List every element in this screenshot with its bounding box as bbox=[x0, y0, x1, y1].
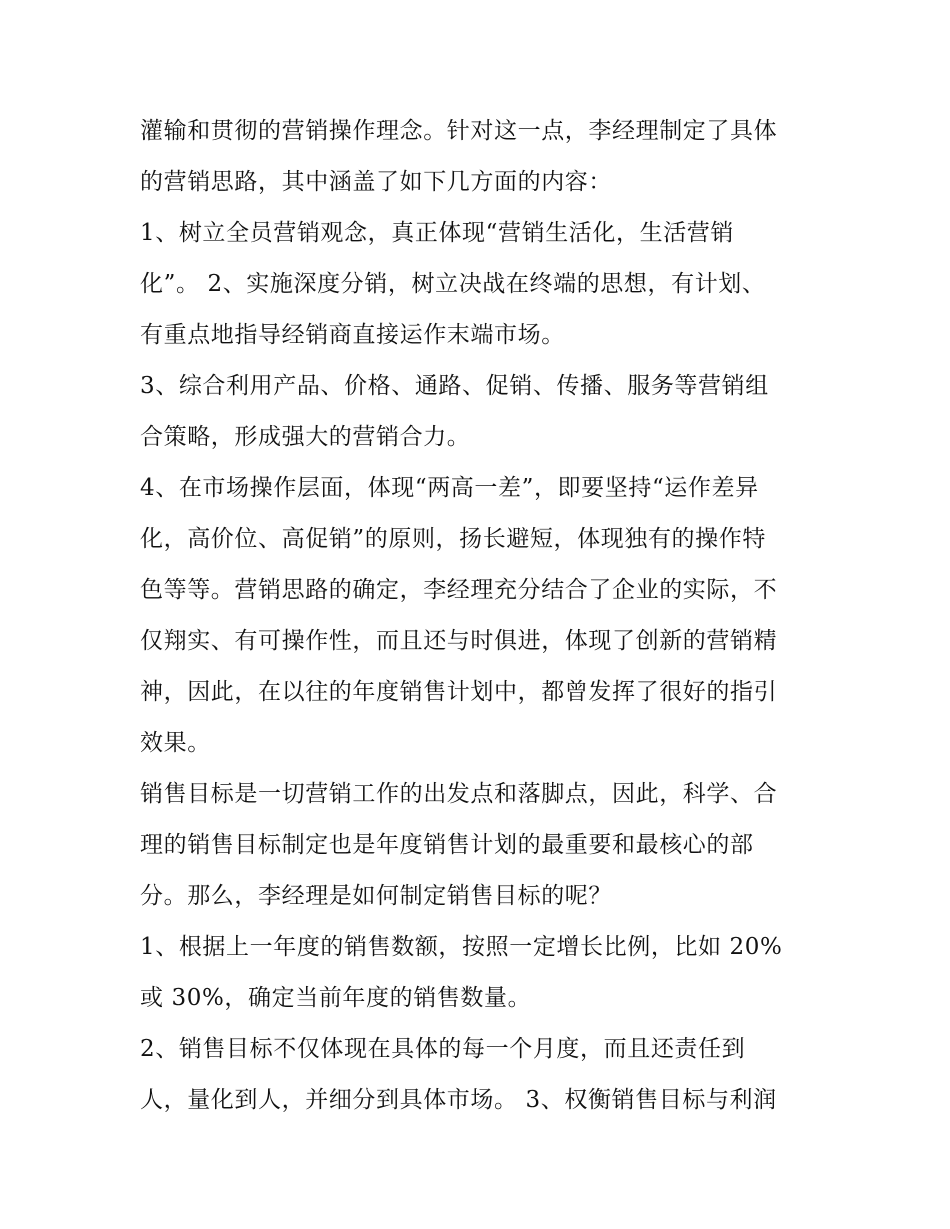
text-line: 色等等。营销思路的确定，李经理充分结合了企业的实际，不 bbox=[140, 577, 778, 603]
text-line: 仅翔实、有可操作性，而且还与时俱进，体现了创新的营销精 bbox=[140, 628, 778, 654]
text-line: 效果。 bbox=[140, 730, 211, 756]
text-line: 化”。 2、实施深度分销，树立决战在终端的思想，有计划、 bbox=[140, 271, 766, 297]
text-line: 分。那么，李经理是如何制定销售目标的呢？ bbox=[140, 883, 612, 909]
text-line: 理的销售目标制定也是年度销售计划的最重要和最核心的部 bbox=[140, 832, 754, 858]
body-text bbox=[140, 106, 820, 1126]
text-line: 化，高价位、高促销”的原则，扬长避短，体现独有的操作特 bbox=[140, 526, 766, 552]
text-line: 1、树立全员营销观念，真正体现“营销生活化，生活营销 bbox=[140, 220, 734, 246]
text-line: 有重点地指导经销商直接运作末端市场。 bbox=[140, 322, 565, 348]
text-line: 4、在市场操作层面，体现“两高一差”，即要坚持“运作差异 bbox=[140, 475, 759, 501]
text-line: 的营销思路，其中涵盖了如下几方面的内容： bbox=[140, 169, 612, 195]
text-line: 人，量化到人，并细分到具体市场。 3、权衡销售目标与利润 bbox=[140, 1087, 777, 1113]
text-line: 1、根据上一年度的销售数额，按照一定增长比例，比如 20% bbox=[140, 934, 783, 960]
text-line: 灌输和贯彻的营销操作理念。针对这一点，李经理制定了具体 bbox=[140, 118, 778, 144]
text-line: 3、综合利用产品、价格、通路、促销、传播、服务等营销组 bbox=[140, 373, 769, 399]
text-line: 神，因此，在以往的年度销售计划中，都曾发挥了很好的指引 bbox=[140, 679, 778, 705]
text-line: 2、销售目标不仅体现在具体的每一个月度，而且还责任到 bbox=[140, 1036, 746, 1062]
text-line: 销售目标是一切营销工作的出发点和落脚点，因此，科学、合 bbox=[140, 781, 778, 807]
text-line: 合策略，形成强大的营销合力。 bbox=[140, 424, 471, 450]
text-line: 或 30%，确定当前年度的销售数量。 bbox=[140, 985, 532, 1011]
